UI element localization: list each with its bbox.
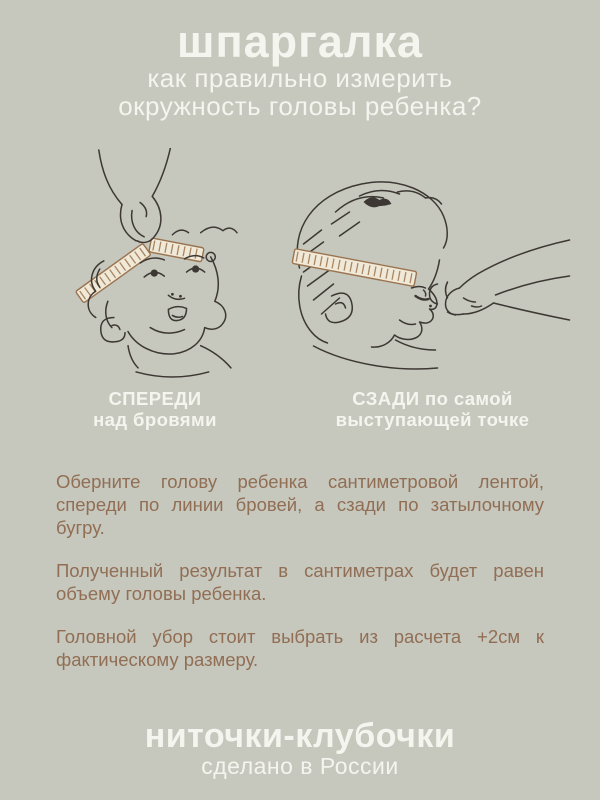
front-measurement-illustration	[50, 148, 315, 380]
brand-name: ниточки-клубочки	[144, 717, 456, 755]
caption-back	[315, 388, 550, 430]
instruction-paragraph: Головной убор стоит выбрать из расчета +2см к фактическому размеру.	[56, 626, 544, 670]
brand-tagline: сделано в России	[201, 753, 399, 779]
subtitle-line-2: окружность головы ребенка?	[118, 91, 482, 121]
page-subtitle	[0, 64, 600, 120]
caption-front	[55, 388, 255, 430]
instruction-paragraph: Полученный результат в сантиметрах будет равен объему головы ребенка.	[56, 560, 544, 604]
page-title: шпаргалка	[176, 16, 424, 67]
caption-front-line-1: СПЕРЕДИ	[108, 388, 202, 409]
hand-sketch-front	[99, 148, 171, 242]
caption-back-line-2: выступающей точке	[335, 409, 530, 430]
caption-back-line-1: СЗАДИ по самой	[352, 388, 513, 409]
caption-front-line-2: над бровями	[93, 409, 217, 430]
instructions	[56, 470, 544, 691]
hand-sketch-side	[430, 240, 570, 320]
side-measurement-illustration	[285, 148, 575, 380]
subtitle-line-1: как правильно измерить	[147, 63, 453, 93]
instruction-paragraph: Оберните голову ребенка сантиметровой лентой, спереди по линии бровей, а сзади по затылочному бугру.	[56, 471, 544, 538]
measuring-tape-side	[292, 249, 417, 287]
